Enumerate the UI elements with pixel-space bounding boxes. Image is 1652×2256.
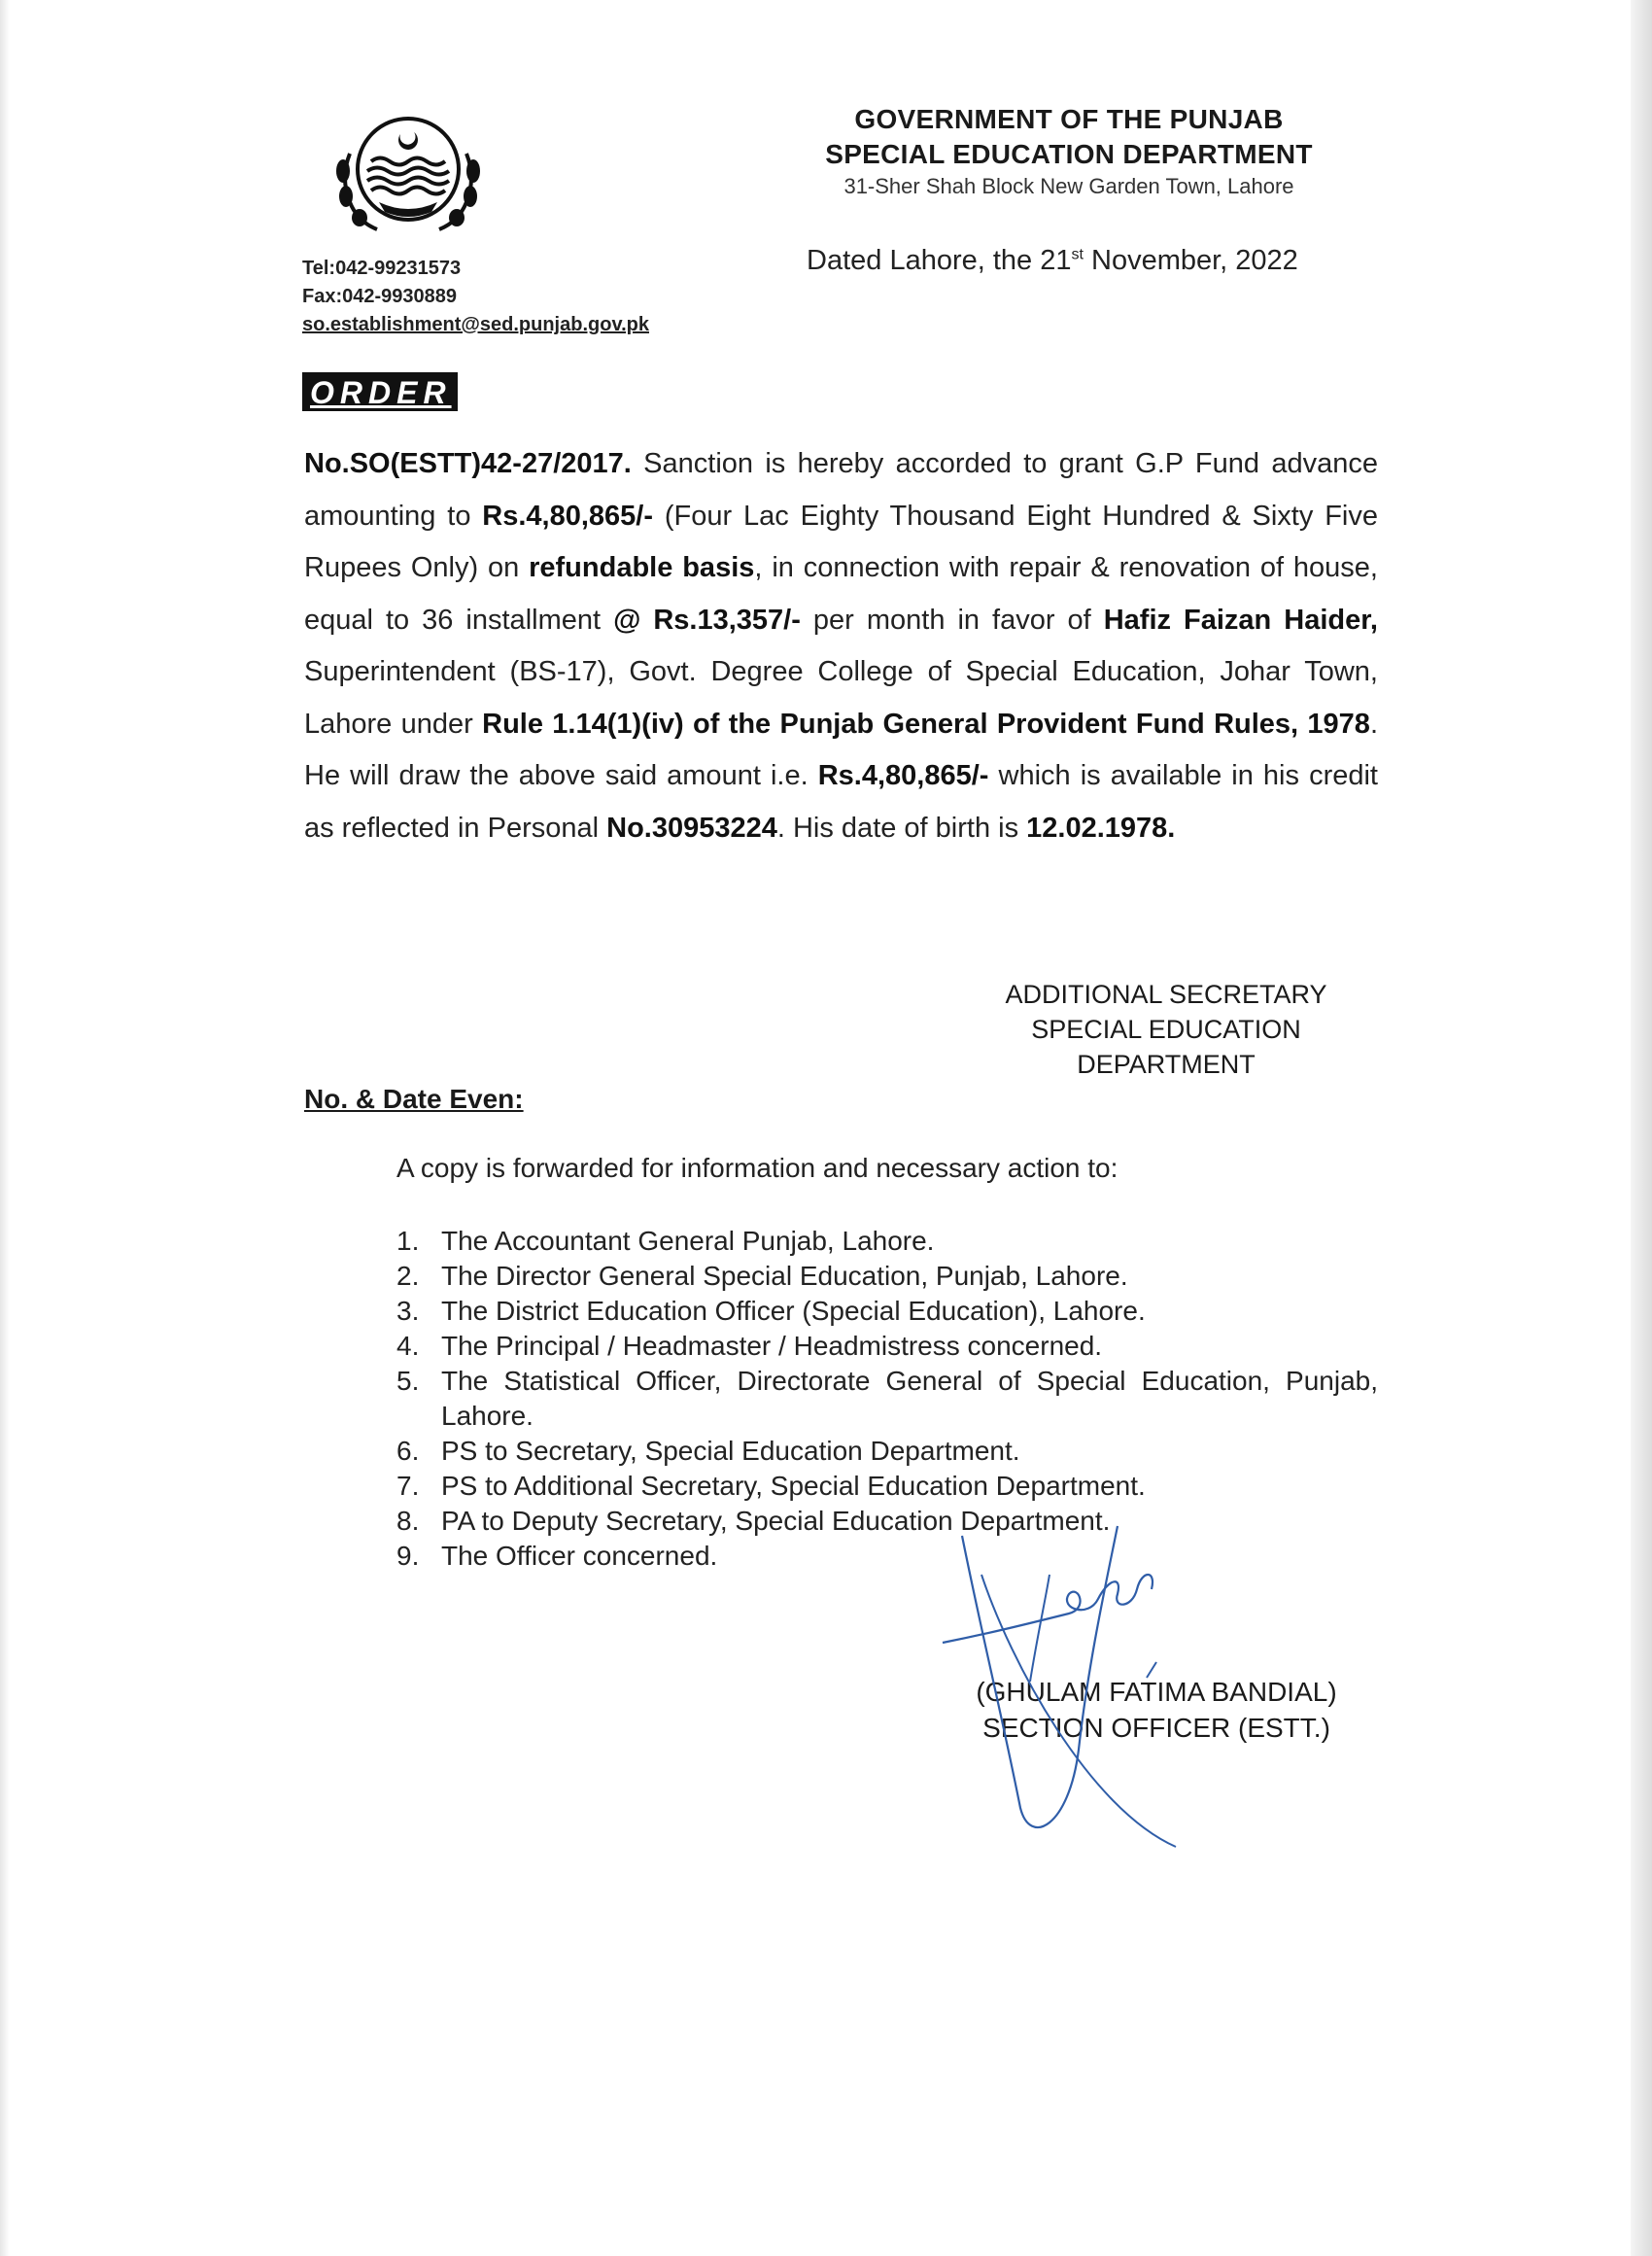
list-item [396, 1294, 1378, 1329]
email-link[interactable]: so.establishment@sed.punjab.gov.pk [302, 314, 649, 335]
list-item-number: 5. [396, 1366, 420, 1396]
government-title: GOVERNMENT OF THE PUNJAB [854, 104, 1284, 134]
fax: Fax:042-9930889 [302, 286, 458, 307]
copy-forward-intro: A copy is forwarded for information and necessary action to: [396, 1153, 1119, 1183]
list-item-text: PS to Secretary, Special Education Department. [441, 1436, 1020, 1466]
date-of-birth: 12.02.1978. [1026, 812, 1176, 844]
list-item-text: The District Education Officer (Special Education), Lahore. [441, 1296, 1146, 1326]
list-item-text: PS to Additional Secretary, Special Education Department. [441, 1471, 1146, 1501]
department-address: 31-Sher Shah Block New Garden Town, Lahore [843, 174, 1294, 198]
list-item-text: The Principal / Headmaster / Headmistress concerned. [441, 1331, 1103, 1361]
punjab-emblem-icon [311, 115, 505, 241]
list-item [396, 1224, 1378, 1259]
list-item-text: The Officer concerned. [441, 1541, 718, 1571]
list-item-number: 1. [396, 1226, 420, 1256]
handwritten-signature [923, 1516, 1215, 1857]
order-heading: ORDER [302, 372, 458, 411]
rule-reference: Rule 1.14(1)(iv) of the Punjab General Provident Fund Rules, 1978 [482, 708, 1370, 740]
copy-distribution-list [396, 1224, 1378, 1574]
contact-block [302, 255, 649, 339]
personal-number: No.30953224 [606, 812, 777, 844]
officer-name: (GHULAM FATIMA BANDIAL) [976, 1677, 1337, 1707]
available-amount: Rs.4,80,865/- [817, 760, 989, 791]
telephone: Tel:042-99231573 [302, 258, 462, 279]
employee-name: Hafiz Faizan Haider, [1103, 604, 1378, 636]
refundable-basis: refundable basis [529, 552, 755, 583]
list-item-number: 8. [396, 1506, 420, 1536]
list-item-number: 7. [396, 1471, 420, 1501]
installment-amount: @ Rs.13,357/- [613, 604, 801, 636]
no-date-even-heading: No. & Date Even: [304, 1084, 524, 1114]
list-item-text: The Statistical Officer, Directorate General of Special Education, Punjab, Lahore. [441, 1366, 1378, 1431]
list-item [396, 1329, 1378, 1364]
list-item [396, 1364, 1378, 1434]
page-edge-right [1631, 0, 1652, 2256]
list-item [396, 1259, 1378, 1294]
department-title: SPECIAL EDUCATION DEPARTMENT [825, 139, 1313, 169]
list-item [396, 1434, 1378, 1469]
date-line: Dated Lahore, the 21st November, 2022 [807, 245, 1298, 276]
letterhead [758, 102, 1380, 201]
list-item-text: PA to Deputy Secretary, Special Education Department. [441, 1506, 1111, 1536]
additional-secretary-block: ADDITIONAL SECRETARY SPECIAL EDUCATION DEPARTMENT [1005, 980, 1327, 1079]
list-item-number: 6. [396, 1436, 420, 1466]
list-item-number: 3. [396, 1296, 420, 1326]
order-body: No.SO(ESTT)42-27/2017. Sanction is hereby accorded to grant G.P Fund advance amounting to Rs.4,80,865/- (Four Lac Eighty Thousand Eight Hundred & Sixty Five Rupees Only) on refundable basis, in connection with repair & renovation of house, equal to 36 installment @ Rs.13,357/- per month in favor of Hafiz Faizan Haider, Superintendent (BS-17), Govt. Degree College of Special Education, Johar Town, Lahore under Rule 1.14(1)(iv) of the Punjab General Provident Fund Rules, 1978. He will draw the above said amount i.e. Rs.4,80,865/- which is available in his credit as reflected in Personal No.30953224. His date of birth is 12.02.1978. [304, 448, 1378, 844]
list-item [396, 1504, 1378, 1539]
officer-designation: SECTION OFFICER (ESTT.) [982, 1713, 1330, 1743]
list-item [396, 1539, 1378, 1574]
list-item-number: 4. [396, 1331, 420, 1361]
list-item-text: The Accountant General Punjab, Lahore. [441, 1226, 935, 1256]
list-item [396, 1469, 1378, 1504]
list-item-number: 9. [396, 1541, 420, 1571]
order-reference: No.SO(ESTT)42-27/2017. [304, 448, 632, 479]
list-item-number: 2. [396, 1261, 420, 1291]
list-item-text: The Director General Special Education, Punjab, Lahore. [441, 1261, 1128, 1291]
page-edge-left [0, 0, 10, 2256]
advance-amount: Rs.4,80,865/- [482, 500, 654, 532]
